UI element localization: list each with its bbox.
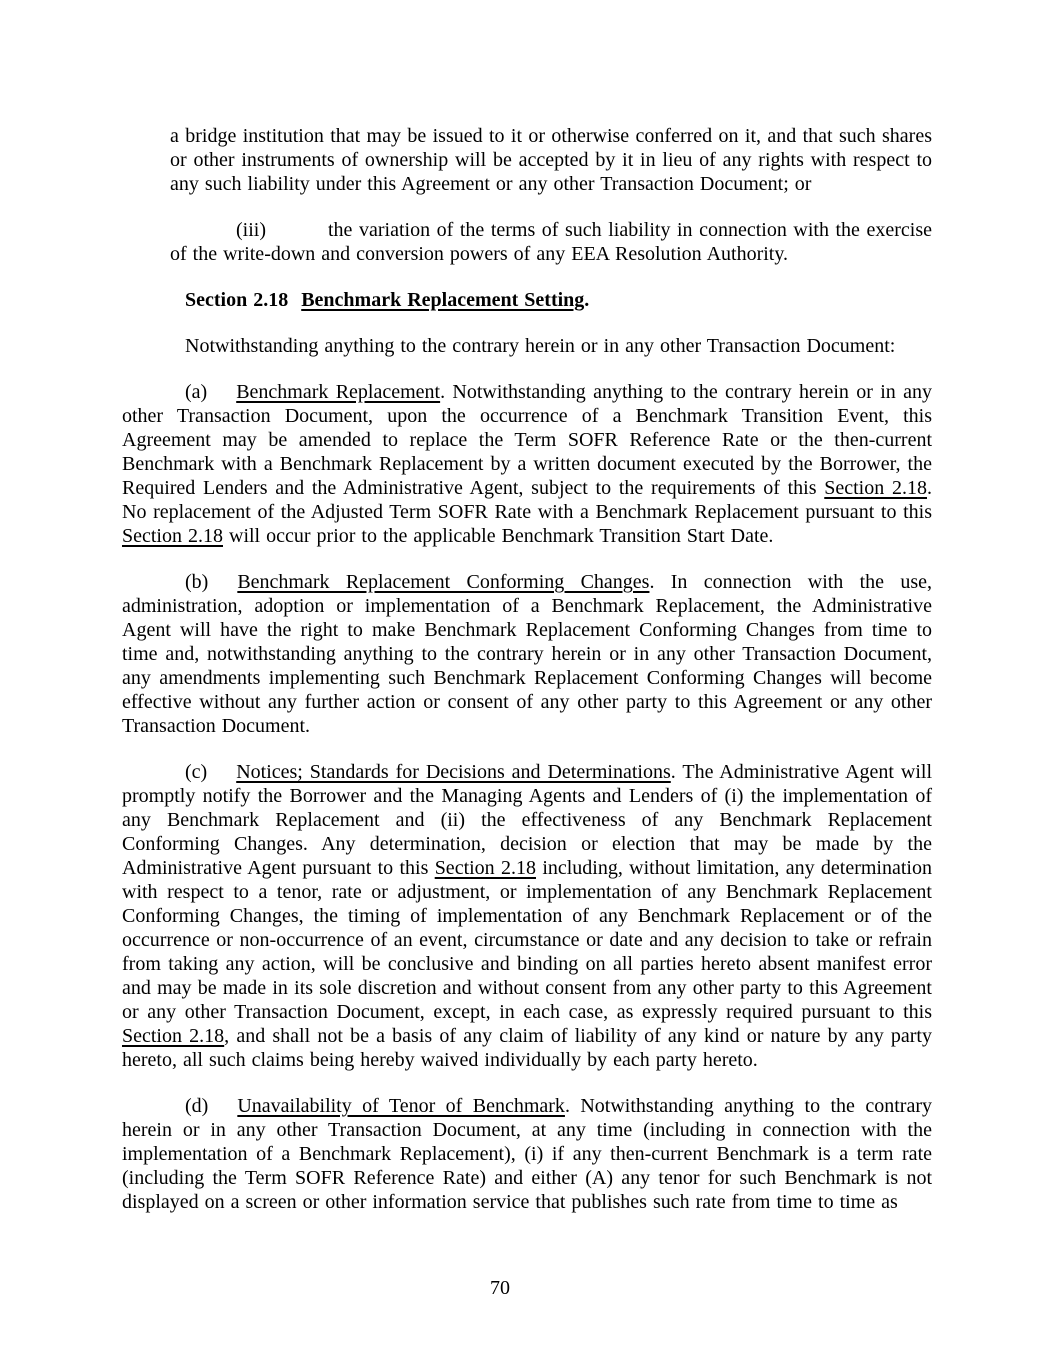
text-segment: . Notwithstanding anything to the contrary herein or in any other Transaction Document, at any time (including in connection with the implementation of a Benchmark Replacement), (i) if any then-current Benchmark is a term rate (including the Term SOFR Reference Rate) and either (A) any tenor for such Benchmark is not displayed on a screen or other information service that publishes such rate from time to time as (122, 1095, 932, 1213)
text-segment: Section 2.18 (185, 289, 289, 311)
text-segment: Section 2.18 (434, 857, 536, 879)
text-segment: (iii) (236, 219, 266, 241)
text-segment: Notices; Standards for Decisions and Determinations (236, 761, 671, 783)
tab-space (288, 288, 301, 312)
paragraph-d (122, 1094, 932, 1214)
text-segment: (c) (185, 761, 208, 783)
section-2-18-heading (122, 288, 932, 312)
text-segment: Benchmark Replacement Conforming Changes (237, 571, 650, 593)
text-segment: including, without limitation, any determination with respect to a tenor, rate or adjustment, or implementation of any Benchmark Replacement Conforming Changes, the timing of implementation of any Benchmark Replacement or of the occurrence or non-occurrence of an event, circumstance or date and any decision to take or refrain from taking any action, will be conclusive and binding on all parties hereto absent manifest error and may be made in its sole discretion and without consent from any other party to this Agreement or any other Transaction Document, except, in each case, as expressly required pursuant to this (122, 857, 932, 1023)
text-segment: Section 2.18 (122, 525, 223, 547)
text-segment: . The Administrative Agent will promptly notify the Borrower and the Managing Agents and Lenders of (i) the implementation of any Benchmark Replacement and (ii) the effectiveness of any Benchmark Replacement Conforming Changes. Any determination, decision or election that may be made by the Administrative Agent pursuant to this (122, 761, 933, 879)
tab-space (207, 380, 236, 404)
clause-iii (170, 218, 932, 266)
text-segment: Benchmark Replacement (236, 381, 441, 403)
text-segment: . (584, 289, 590, 311)
text-segment: Section 2.18 (122, 1025, 225, 1047)
intro-paragraph (122, 334, 932, 358)
text-segment: Notwithstanding anything to the contrary herein or in any other Transaction Document: (185, 335, 896, 357)
text-segment: (b) (185, 571, 209, 593)
text-segment: Section 2.18 (824, 477, 927, 499)
text-segment: , and shall not be a basis of any claim of liability of any kind or nature by any party hereto, all such claims being hereby waived individually by each party hereto. (122, 1025, 932, 1071)
paragraph-a (122, 380, 932, 548)
text-segment: a bridge institution that may be issued to it or otherwise conferred on it, and that such shares or other instruments of ownership will be accepted by it in lieu of any rights with respect to any such liability under this Agreement or any other Transaction Document; or (170, 125, 932, 195)
text-segment: (a) (185, 381, 208, 403)
tab-space (208, 1094, 237, 1118)
page-number: 70 (490, 1277, 510, 1299)
paragraph-c (122, 760, 932, 1072)
text-segment: will occur prior to the applicable Benchmark Transition Start Date. (223, 525, 774, 547)
clause-ii-continuation (170, 124, 932, 196)
tab-space (207, 760, 236, 784)
text-segment: . Notwithstanding anything to the contrary herein or in any other Transaction Document, upon the occurrence of a Benchmark Transition Event, this Agreement may be amended to replace the Term SOFR Reference Rate or the then-current Benchmark with a Benchmark Replacement by a written document executed by the Borrower, the Required Lenders and the Administrative Agent, subject to the requirements of this (122, 381, 932, 499)
document-content (122, 124, 932, 1236)
paragraph-b (122, 570, 932, 738)
text-segment: . No replacement of the Adjusted Term SOFR Rate with a Benchmark Replacement pursuant to this (122, 477, 932, 523)
text-segment: Benchmark Replacement Setting (301, 289, 585, 311)
text-segment: . In connection with the use, administration, adoption or implementation of a Benchmark Replacement, the Administrative Agent will have the right to make Benchmark Replacement Conforming Changes from time to time and, notwithstanding anything to the contrary herein or in any other Transaction Document, any amendments implementing such Benchmark Replacement Conforming Changes will become effective without any further action or consent of any other party to this Agreement or any other Transaction Document. (122, 571, 932, 737)
text-segment: the variation of the terms of such liability in connection with the exercise of the write-down and conversion powers of any EEA Resolution Authority. (170, 219, 932, 265)
tab-space (208, 570, 237, 594)
text-segment: Unavailability of Tenor of Benchmark (237, 1095, 565, 1117)
tab-space (266, 218, 328, 242)
text-segment: (d) (185, 1095, 209, 1117)
